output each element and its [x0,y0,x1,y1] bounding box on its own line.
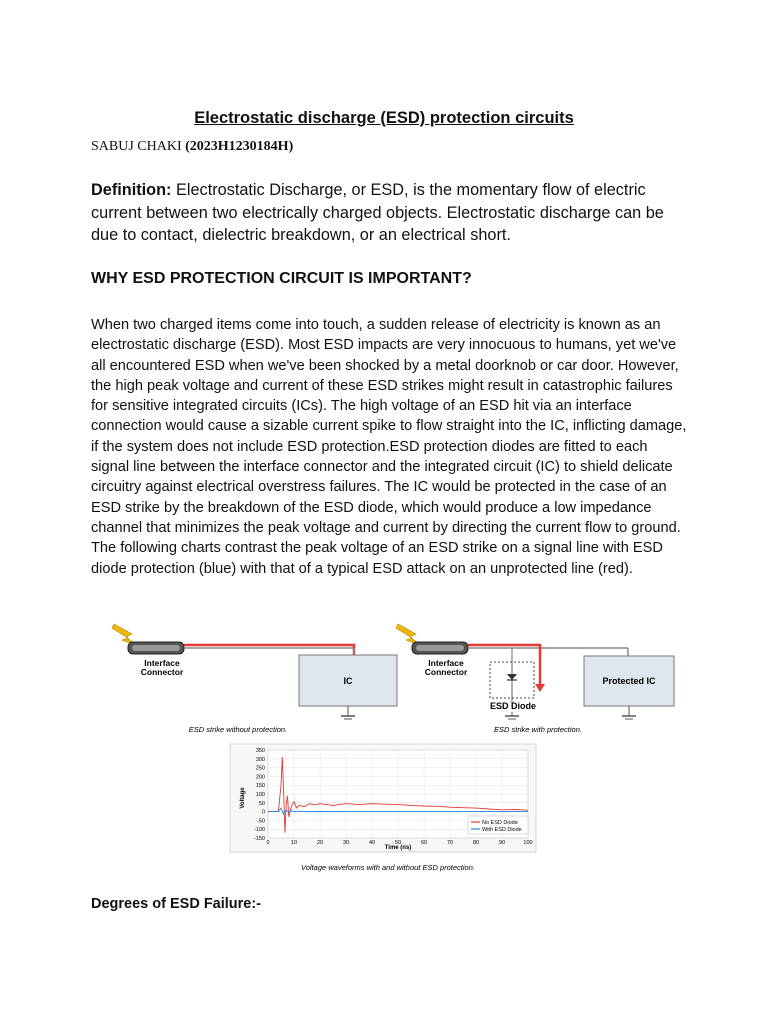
definition-paragraph [91,179,691,247]
chart-legend [468,816,528,834]
y-tick-label: -150 [253,836,265,842]
body-paragraph: When two charged items come into touch, a sudden release of electricity is known as an electrostatic discharge (ESD). Most ESD impacts are very innocuous to humans, yet we've all encountered ESD when we've been shocked by a metal doorknob or car door. However, the high peak voltage and current of these ESD strikes might result in catastrophic failures for sensitive integrated circuits (ICs). The high voltage of an ESD hit via an interface connection would cause a sizable current spike to flow straight into the IC, inflicting damage, if the system does not include ESD protection.ESD protection diodes are fitted to each signal line between the interface connector and the integrated circuit (IC) to shield delicate circuitry against electrical overstress failures. The IC would be protected in the case of an ESD strike by the breakdown of the ESD diode, which would produce a low impedance channel that minimizes the peak voltage and current by directing the current flow to ground. The following charts contrast the peak voltage of an ESD strike on a signal line with ESD diode protection (blue) with that of a typical ESD attack on an unprotected line (red). [91,317,687,577]
esd-figure [88,618,688,876]
voltage-chart [230,744,536,852]
x-tick-label: 30 [342,840,350,846]
x-tick-label: 40 [368,840,376,846]
x-tick-label: 80 [472,840,480,846]
y-tick-label: -50 [257,818,265,825]
connector-label-2: Connector [424,667,468,677]
ic-label: IC [343,676,353,686]
definition-label: Definition: [91,181,172,199]
x-tick-label: 20 [316,840,324,846]
left-caption: ESD strike without protection. [188,725,288,734]
subheading: Degrees of ESD Failure:- [91,896,262,912]
legend-label: No ESD Diode [482,820,518,826]
protected-ic-label: Protected IC [602,676,656,686]
y-tick-label: 0 [261,809,265,816]
chart-caption: Voltage waveforms with and without ESD protection. [301,863,475,872]
right-caption: ESD strike with protection. [494,725,582,734]
y-tick-label: 150 [255,783,265,790]
legend-label: With ESD Diode [482,827,522,833]
connector-label-2: Connector [140,667,184,677]
diode-label: ESD Diode [489,701,537,711]
x-tick-label: 70 [446,840,454,846]
x-tick-label: 60 [420,840,428,846]
document-title: Electrostatic discharge (ESD) protection circuits [194,109,574,127]
y-tick-label: 200 [255,774,265,781]
y-tick-label: 300 [255,756,265,763]
y-tick-label: 250 [255,765,265,772]
author-name: SABUJ CHAKI [91,139,182,154]
author-line [91,139,293,155]
section-heading: WHY ESD PROTECTION CIRCUIT IS IMPORTANT? [91,270,472,287]
connector-label-1: Interface [144,658,180,668]
connector-label-1: Interface [428,658,464,668]
x-tick-label: 50 [394,840,402,846]
right-diagram [396,624,674,734]
strike-path-arrow [468,645,540,686]
esd-figure-svg [88,618,688,876]
left-diagram [112,624,397,734]
y-tick-label: 50 [258,800,265,807]
x-tick-label: 100 [523,840,533,846]
diode-icon [507,674,517,680]
x-tick-label: 90 [498,840,506,846]
x-tick-label: 10 [290,840,298,846]
author-id: (2023H1230184H) [185,139,294,154]
y-tick-label: -100 [253,827,265,834]
chart-ylabel: Voltage [240,787,246,809]
definition-text: Electrostatic Discharge, or ESD, is the momentary flow of electric current between two electrically charged objects. Electrostatic discharge can be due to contact, dielectric breakdown, or an electrical short. [91,181,664,244]
chart-xlabel: Time (ns) [384,845,412,851]
x-tick-label: 0 [266,840,270,846]
y-tick-label: 100 [255,792,265,798]
y-tick-label: 350 [255,748,265,754]
